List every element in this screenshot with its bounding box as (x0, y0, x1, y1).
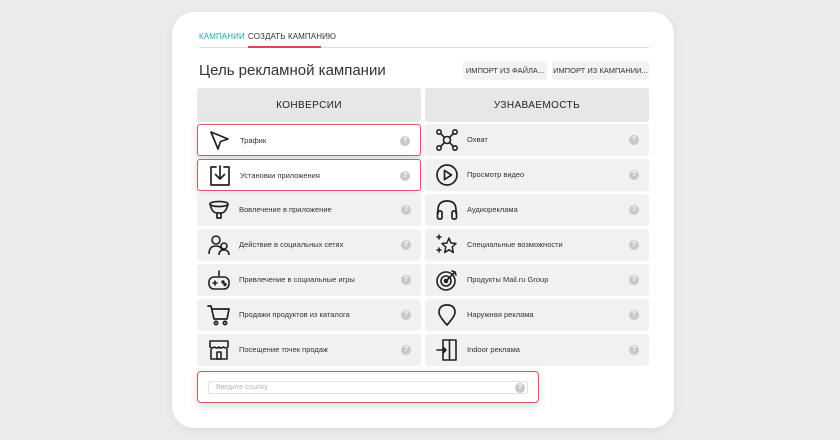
help-icon[interactable]: ? (629, 135, 639, 145)
target-icon (435, 268, 459, 292)
objective-special-features[interactable] (425, 229, 649, 261)
help-icon[interactable]: ? (629, 275, 639, 285)
objective-label: Действие в социальных сетях (239, 240, 344, 249)
column-header-conversions: КОНВЕРСИИ (197, 88, 421, 122)
objective-label: Аудиореклама (467, 205, 518, 214)
objective-social-actions[interactable] (197, 229, 421, 261)
link-input[interactable] (208, 381, 528, 394)
map-pin-icon (435, 303, 459, 327)
store-icon (207, 338, 231, 362)
column-header-awareness: УЗНАВАЕМОСТЬ (425, 88, 649, 122)
objective-label: Вовлечение в приложение (239, 205, 332, 214)
objective-label: Просмотр видео (467, 170, 525, 179)
play-icon (435, 163, 459, 187)
help-icon[interactable]: ? (401, 205, 411, 215)
tab-bar (199, 30, 649, 48)
objective-label: Привлечение в социальные игры (239, 275, 355, 284)
active-tab-indicator (248, 46, 321, 48)
objective-reach[interactable] (425, 124, 649, 156)
campaign-card (172, 12, 674, 428)
objective-label: Посещение точек продаж (239, 345, 328, 354)
objective-label: Продажи продуктов из каталога (239, 310, 350, 319)
page-title: Цель рекламной кампании (199, 62, 386, 79)
door-icon (435, 338, 459, 362)
help-icon[interactable]: ? (629, 310, 639, 320)
objective-mailru-products[interactable] (425, 264, 649, 296)
help-icon[interactable]: ? (400, 136, 410, 146)
help-icon[interactable]: ? (515, 383, 525, 393)
objective-traffic[interactable] (197, 124, 421, 156)
help-icon[interactable]: ? (629, 345, 639, 355)
help-icon[interactable]: ? (401, 275, 411, 285)
sparkle-star-icon (435, 233, 459, 257)
objective-social-games[interactable] (197, 264, 421, 296)
cursor-icon (208, 129, 232, 153)
help-icon[interactable]: ? (401, 345, 411, 355)
objective-label: Установки приложения (240, 171, 320, 180)
link-field-container (197, 371, 539, 403)
download-icon (208, 164, 232, 188)
objective-label: Продукты Mail.ru Group (467, 275, 549, 284)
headphones-icon (435, 198, 459, 222)
funnel-icon (207, 198, 231, 222)
objective-app-engagement[interactable] (197, 194, 421, 226)
objective-app-installs[interactable] (197, 159, 421, 191)
tab-campaigns[interactable]: КАМПАНИИ (199, 32, 245, 41)
help-icon[interactable]: ? (400, 171, 410, 181)
objective-indoor-ads[interactable] (425, 334, 649, 366)
objective-store-visits[interactable] (197, 334, 421, 366)
objective-catalog-sales[interactable] (197, 299, 421, 331)
network-icon (435, 128, 459, 152)
objective-label: Indoor реклама (467, 345, 520, 354)
objective-video-views[interactable] (425, 159, 649, 191)
people-icon (207, 233, 231, 257)
help-icon[interactable]: ? (629, 240, 639, 250)
import-from-campaign-button[interactable]: ИМПОРТ ИЗ КАМПАНИИ... (552, 61, 649, 80)
cart-icon (207, 303, 231, 327)
gamepad-icon (207, 268, 231, 292)
help-icon[interactable]: ? (629, 205, 639, 215)
objective-label: Специальные возможности (467, 240, 563, 249)
objective-audio-ads[interactable] (425, 194, 649, 226)
help-icon[interactable]: ? (629, 170, 639, 180)
help-icon[interactable]: ? (401, 240, 411, 250)
objective-outdoor-ads[interactable] (425, 299, 649, 331)
objective-label: Трафик (240, 136, 267, 145)
tab-create-campaign[interactable]: СОЗДАТЬ КАМПАНИЮ (248, 32, 337, 41)
objective-label: Наружная реклама (467, 310, 534, 319)
objective-label: Охват (467, 135, 488, 144)
help-icon[interactable]: ? (401, 310, 411, 320)
import-from-file-button[interactable]: ИМПОРТ ИЗ ФАЙЛА... (463, 61, 547, 80)
